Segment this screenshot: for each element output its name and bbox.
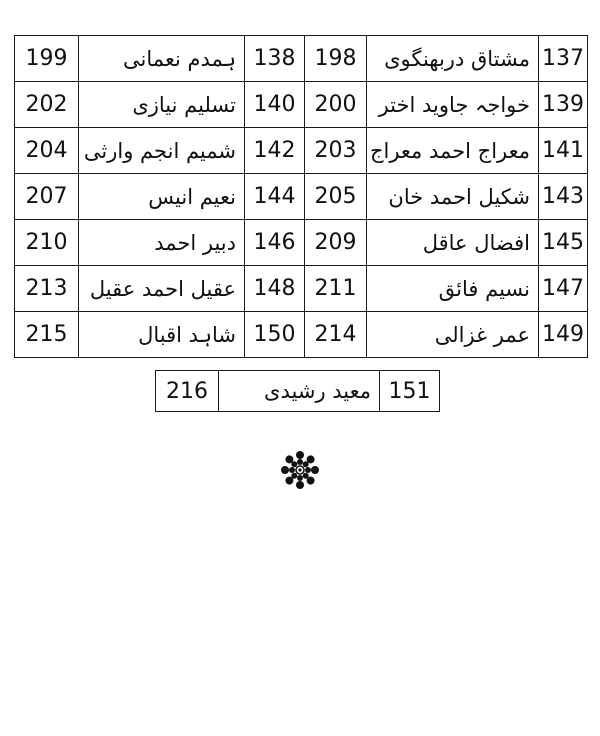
poet-name: دبیر احمد — [79, 220, 245, 266]
entry-number: 146 — [245, 220, 305, 266]
page-number: 199 — [15, 36, 79, 82]
poet-name: شکیل احمد خان — [367, 174, 539, 220]
entry-number: 147 — [539, 266, 588, 312]
table-row — [15, 266, 588, 312]
extra-entry-table — [155, 370, 440, 412]
table-row — [15, 220, 588, 266]
page-number: 207 — [15, 174, 79, 220]
page-number: 215 — [15, 312, 79, 358]
entry-number: 145 — [539, 220, 588, 266]
entry-number: 138 — [245, 36, 305, 82]
entry-number: 142 — [245, 128, 305, 174]
poet-name: خواجہ جاوید اختر — [367, 82, 539, 128]
poet-name: عقیل احمد عقیل — [79, 266, 245, 312]
page-number: 205 — [305, 174, 367, 220]
entry-number: 148 — [245, 266, 305, 312]
poet-name: معید رشیدی — [219, 371, 380, 412]
poet-name: تسلیم نیازی — [79, 82, 245, 128]
entry-number: 141 — [539, 128, 588, 174]
poet-name: شمیم انجم وارثی — [79, 128, 245, 174]
poet-name: افضال عاقل — [367, 220, 539, 266]
page-number: 216 — [156, 371, 219, 412]
poet-name: نسیم فائق — [367, 266, 539, 312]
table-row — [15, 312, 588, 358]
entry-number: 140 — [245, 82, 305, 128]
entry-number: 150 — [245, 312, 305, 358]
table-row — [15, 174, 588, 220]
entry-number: 143 — [539, 174, 588, 220]
table-row — [15, 36, 588, 82]
page-number: 209 — [305, 220, 367, 266]
page-number: 204 — [15, 128, 79, 174]
page-number: 200 — [305, 82, 367, 128]
entry-number: 149 — [539, 312, 588, 358]
table-row — [156, 371, 440, 412]
poet-name: ہمدم نعمانی — [79, 36, 245, 82]
table-row — [15, 82, 588, 128]
page-number: 202 — [15, 82, 79, 128]
table-row — [15, 128, 588, 174]
contents-table — [14, 35, 588, 358]
poet-name: معراج احمد معراج — [367, 128, 539, 174]
entry-number: 144 — [245, 174, 305, 220]
page-number: 214 — [305, 312, 367, 358]
poet-name: مشتاق دربھنگوی — [367, 36, 539, 82]
rosette-ornament-icon — [281, 451, 319, 489]
poet-name: نعیم انیس — [79, 174, 245, 220]
page-number: 203 — [305, 128, 367, 174]
poet-name: عمر غزالی — [367, 312, 539, 358]
page-number: 198 — [305, 36, 367, 82]
poet-name: شاہد اقبال — [79, 312, 245, 358]
entry-number: 139 — [539, 82, 588, 128]
entry-number: 151 — [380, 371, 440, 412]
page-number: 213 — [15, 266, 79, 312]
page-number: 210 — [15, 220, 79, 266]
page-number: 211 — [305, 266, 367, 312]
entry-number: 137 — [539, 36, 588, 82]
